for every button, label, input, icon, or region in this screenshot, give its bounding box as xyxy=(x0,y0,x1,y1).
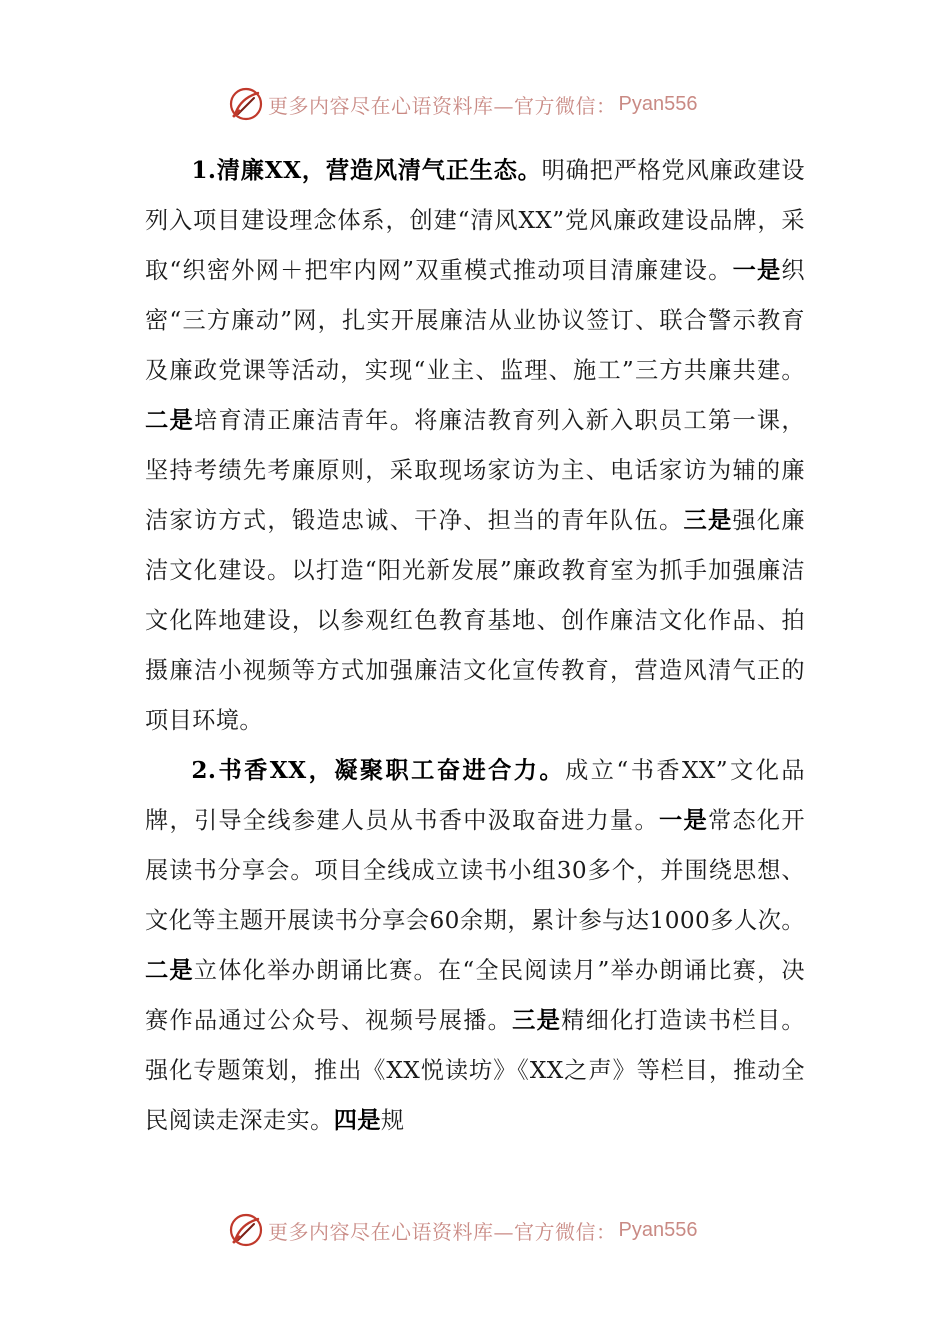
text-span: 规 xyxy=(380,1107,405,1134)
text-span: 成立“书香XX”文化品牌，引导全线参建人员从书香中汲取奋进力量。 xyxy=(145,757,805,834)
watermark-text: 更多内容尽在心语资料库—官方微信： xyxy=(268,1219,617,1244)
text-span: 精细化打造读书栏目。强化专题策划，推出《XX悦读坊》《XX之声》等栏目，推动全民阅读走深走实。 xyxy=(145,1007,806,1134)
text-span: 强化廉洁文化建设。以打造“阳光新发展”廉政教育室为抓手加强廉洁文化阵地建设，以参观红色教育基地、创作廉洁文化作品、拍摄廉洁小视频等方式加强廉洁文化宣传教育，营造风清气正的项目环境。 xyxy=(145,507,805,734)
text-span: 明确把严格党风廉政建设列入项目建设理念体系，创建“清风XX”党风廉政建设品牌，采取“织密外网＋把牢内网”双重模式推动项目清廉建设。 xyxy=(145,157,805,284)
text-span: 常态化开展读书分享会。项目全线成立读书小组30多个，并围绕思想、文化等主题开展读书分享会60余期，累计参与达1000多人次。 xyxy=(145,807,805,934)
watermark-footer xyxy=(228,1210,728,1250)
text-span: 培育清正廉洁青年。将廉洁教育列入新入职员工第一课，坚持考绩先考廉原则，采取现场家访为主、电话家访为辅的廉洁家访方式，锻造忠诚、干净、担当的青年队伍。 xyxy=(145,407,805,534)
watermark-wechat-id: Pyan556 xyxy=(618,1218,698,1241)
paragraph-2 xyxy=(145,746,805,1146)
text-span: 织密“三方廉动”网，扎实开展廉洁从业协议签订、联合警示教育及廉政党课等活动，实现“业主、监理、施工”三方共廉共建。 xyxy=(145,257,805,384)
paragraph-heading: 1.清廉XX，营造风清气正生态。 xyxy=(191,157,542,184)
emphasis-label: 一是 xyxy=(659,807,708,834)
pen-logo-icon xyxy=(228,1212,264,1248)
text-span: 立体化举办朗诵比赛。在“全民阅读月”举办朗诵比赛，决赛作品通过公众号、视频号展播。 xyxy=(145,957,805,1034)
emphasis-label: 一是 xyxy=(732,257,782,284)
emphasis-label: 三是 xyxy=(512,1007,562,1034)
watermark-text: 更多内容尽在心语资料库—官方微信： xyxy=(268,93,617,118)
pen-logo-icon xyxy=(228,86,264,122)
emphasis-label: 二是 xyxy=(145,407,194,434)
document-body xyxy=(145,146,805,1146)
watermark-wechat-id: Pyan556 xyxy=(618,92,698,115)
paragraph-heading: 2.书香XX，凝聚职工奋进合力。 xyxy=(191,757,566,784)
emphasis-label: 二是 xyxy=(145,957,194,984)
emphasis-label: 四是 xyxy=(333,1107,381,1134)
paragraph-1 xyxy=(145,146,805,746)
emphasis-label: 三是 xyxy=(683,507,733,534)
watermark-header xyxy=(228,84,728,124)
